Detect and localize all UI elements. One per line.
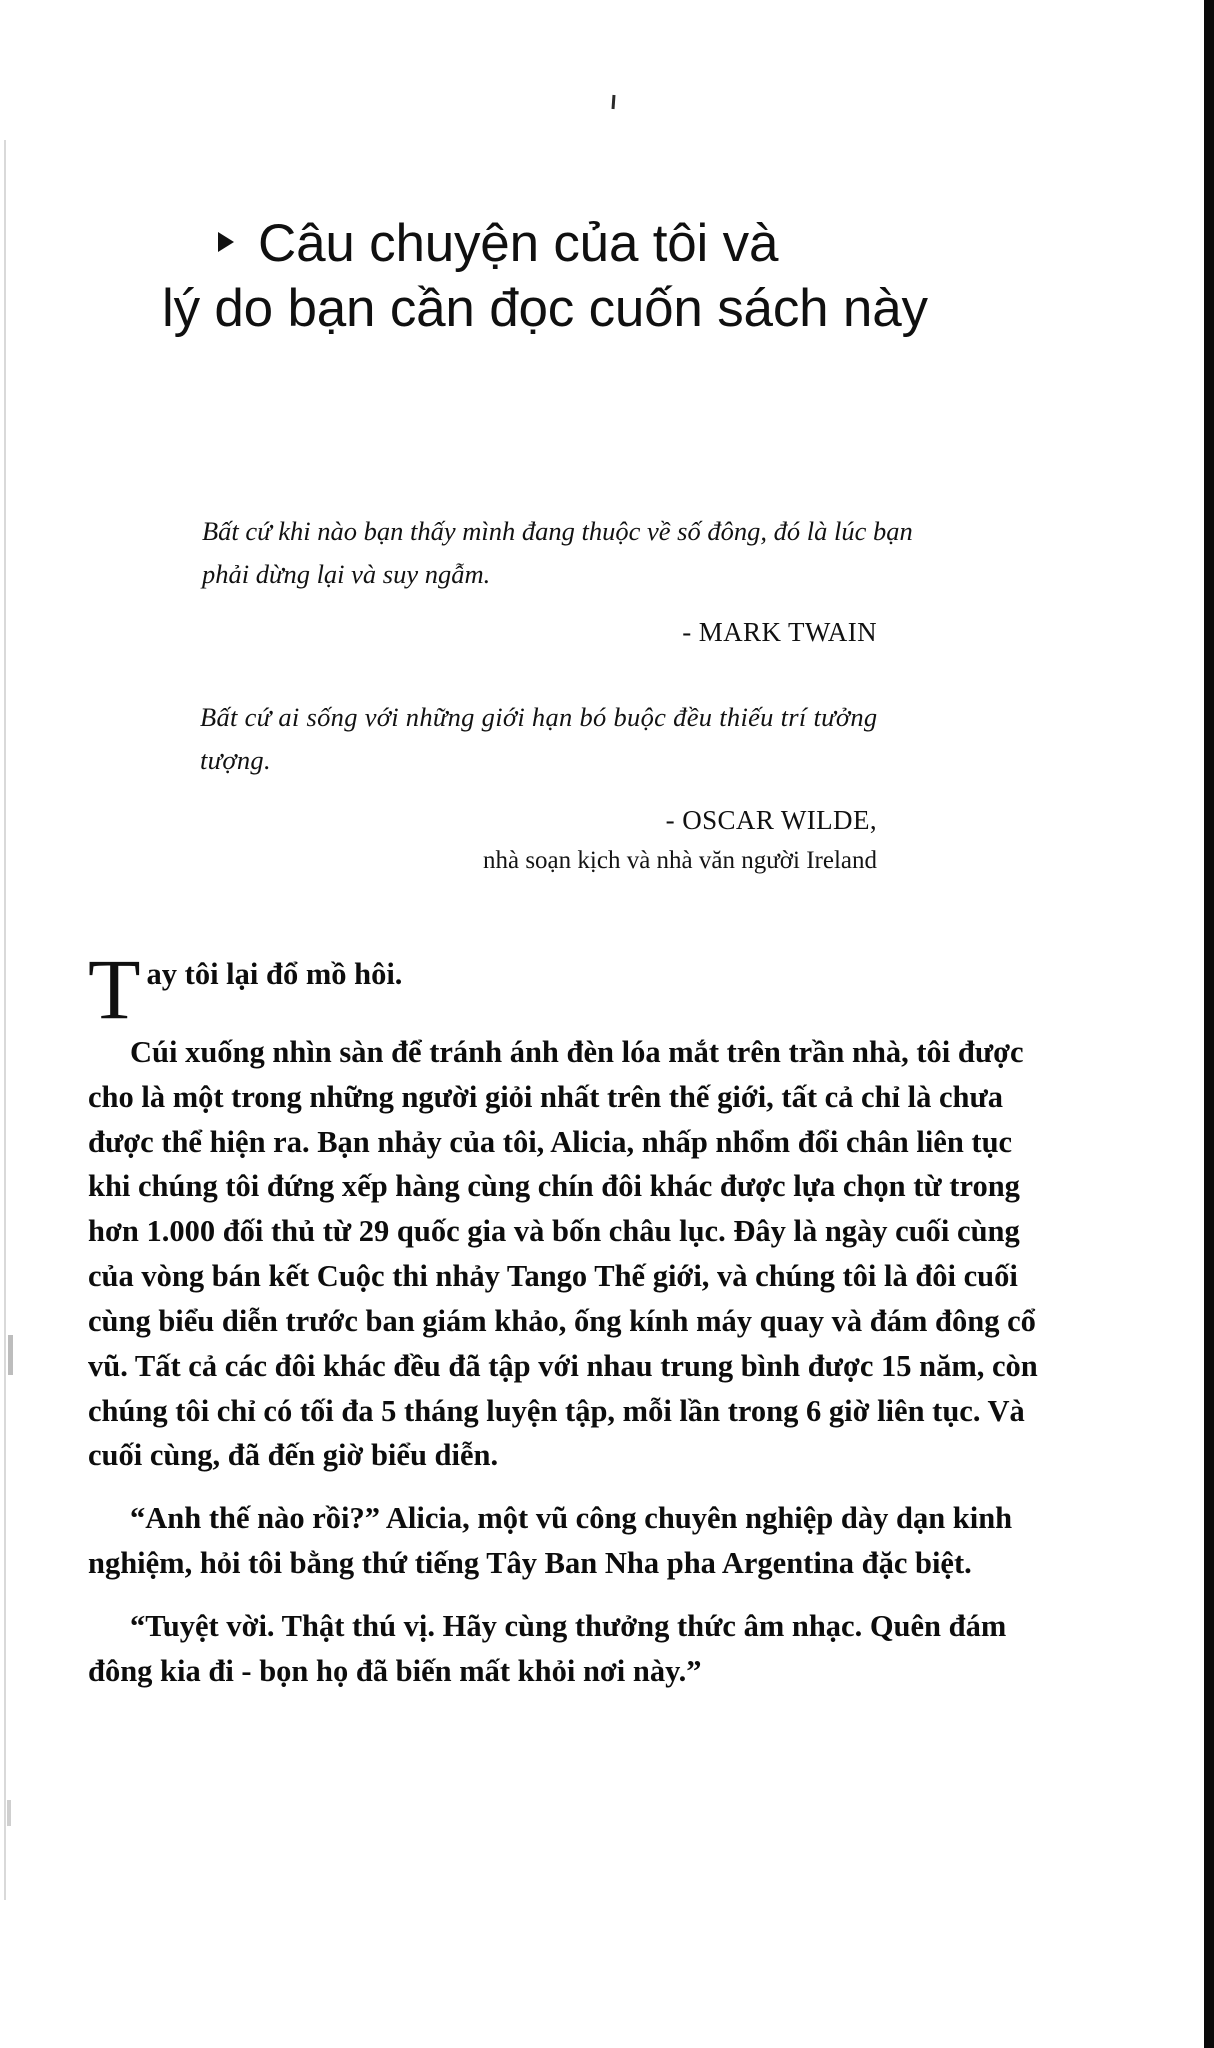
body-text	[88, 941, 1043, 1700]
epigraph-quote: Bất cứ khi nào bạn thấy mình đang thuộc về số đông, đó là lúc bạn phải dừng lại và suy ngẫm.	[202, 516, 913, 589]
drop-cap: T	[88, 941, 141, 1037]
opening-paragraph	[88, 941, 1043, 1037]
paragraph: “Anh thế nào rồi?” Alicia, một vũ công chuyên nghiệp dày dạn kinh nghiệm, hỏi tôi bằng thứ tiếng Tây Ban Nha pha Argentina đặc biệt.	[88, 1501, 1013, 1581]
scan-artifact	[7, 1800, 11, 1826]
triangle-right-icon	[218, 232, 234, 252]
chapter-title-line-2: lý do bạn cần đọc cuốn sách này	[162, 278, 928, 338]
scan-artifact	[612, 95, 616, 109]
page-gutter-line	[4, 140, 6, 1900]
epigraph-attribution-subtitle: nhà soạn kịch và nhà văn người Ireland	[482, 846, 877, 874]
epigraph-attribution: - MARK TWAIN	[682, 616, 877, 647]
chapter-title-text-1: Câu chuyện của tôi và	[258, 214, 779, 273]
paragraph: Cúi xuống nhìn sàn để tránh ánh đèn lóa mắt trên trần nhà, tôi được cho là một trong những người giỏi nhất trên thế giới, tất cả chỉ là chưa được thể hiện ra. Bạn nhảy của tôi, Alicia, nhấp nhổm đổi chân liên tục khi chúng tôi đứng xếp hàng cùng chín đôi khác được lựa chọn từ trong hơn 1.000 đối thủ từ 29 quốc gia và bốn châu lục. Đây là ngày cuối cùng của vòng bán kết Cuộc thi nhảy Tango Thế giới, và chúng tôi là đôi cuối cùng biểu diễn trước ban giám khảo, ống kính máy quay và đám đông cổ vũ. Tất cả các đôi khác đều đã tập với nhau trung bình được 15 năm, còn chúng tôi chỉ có tối đa 5 tháng luyện tập, mỗi lần trong 6 giờ liên tục. Và cuối cùng, đã đến giờ biểu diễn.	[88, 1035, 1038, 1473]
epigraph-quote: Bất cứ ai sống với những giới hạn bó buộc đều thiếu trí tưởng tượng.	[200, 702, 878, 776]
chapter-heading	[150, 212, 1080, 341]
epigraph-attribution: - OSCAR WILDE,	[665, 805, 877, 836]
paragraph: “Tuyệt vời. Thật thú vị. Hãy cùng thưởng thức âm nhạc. Quên đám đông kia đi - bọn họ đã biến mất khỏi nơi này.”	[88, 1608, 1007, 1688]
page-edge-shadow	[1204, 0, 1214, 2048]
epigraph-block	[150, 510, 955, 875]
scan-artifact	[8, 1335, 13, 1375]
chapter-title-line-1	[150, 212, 1080, 277]
opening-sentence: ay tôi lại đổ mồ hôi.	[146, 957, 403, 991]
